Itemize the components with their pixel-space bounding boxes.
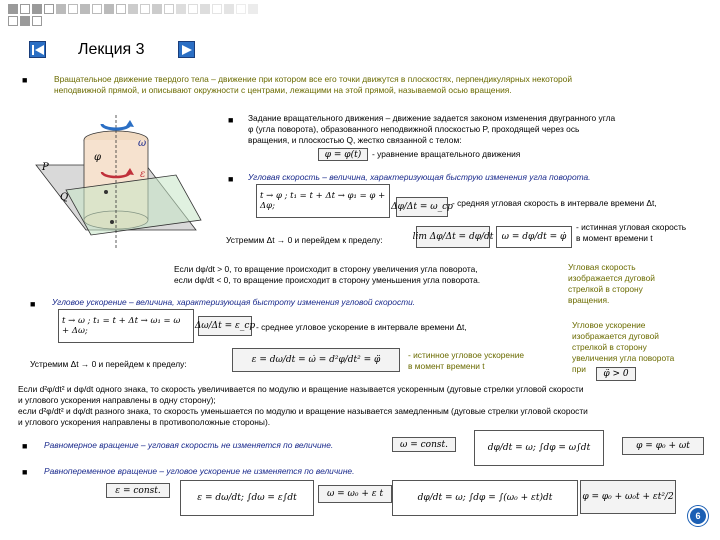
rotation-definition [54, 74, 704, 96]
limit-label: Устремим Δt → 0 и перейдем к пределу: [30, 359, 187, 369]
bullet-icon: ■ [228, 115, 234, 125]
formula-uniform-integral: dφ/dt = ω; ∫dφ = ω∫dt [474, 430, 604, 466]
formula-phi-uniform: φ = φ₀ + ωt [622, 437, 704, 455]
formula-phi-integral: dφ/dt = ω; ∫dφ = ∫(ω₀ + εt)dt [392, 480, 578, 516]
definition-line: Задание вращательного движения – движение задается законом изменения двугранного угла [248, 113, 616, 123]
label-q: Q [60, 192, 69, 203]
rotation-figure [26, 110, 226, 260]
label-line: в момент времени t [408, 361, 485, 371]
formula-omega: ω = dφ/dt = φ̇ [496, 226, 572, 248]
page-title: Лекция 3 [78, 41, 145, 58]
formula-phi-ddot: φ̈ > 0 [596, 367, 636, 381]
bullet-icon: ■ [22, 467, 28, 477]
note-line: Угловая скорость [568, 262, 636, 272]
label-epsilon: ε [140, 169, 146, 180]
formula-limit-omega: lim Δφ/Δt = dφ/dt [416, 226, 490, 248]
formula-omega-result: ω = ω₀ + ε t [318, 485, 392, 503]
label-phi: φ [94, 152, 102, 163]
note-line: Угловое ускорение [572, 320, 646, 330]
direction-rule [174, 264, 480, 286]
formula-phi-t: φ = φ(t) [318, 148, 368, 161]
label-line: - истинное угловое ускорение [408, 350, 525, 360]
formula-omega-const: ω = const. [392, 437, 456, 452]
definition-line: неподвижной прямой, и описывают окружности с центрами, лежащими на этой прямой, называемой осью вращения. [54, 85, 512, 95]
definition-line: φ (угла поворота), образованного неподвижной плоскостью P, проходящей через ось [248, 124, 580, 134]
note-line: стрелкой в сторону [568, 284, 643, 294]
motion-definition [248, 113, 708, 146]
rule-line: если d²φ/dt² и dφ/dt разного знака, то скорость уменьшается по модулю и вращение называется замедленным (дуговые стрелки угловой скорости [18, 406, 588, 416]
formula-omega-avg: Δφ/Δt = ω_ср [396, 197, 448, 217]
note-line: изображается дуговой [568, 273, 655, 283]
skip-back-icon [32, 45, 44, 55]
play-next-icon [182, 45, 192, 55]
prev-slide-button[interactable] [29, 41, 46, 58]
angular-velocity-definition: Угловая скорость – величина, характеризующая быструю изменения угла поворота. [248, 172, 591, 182]
label-line: - истинная угловая скорость [576, 222, 687, 232]
avg-omega-label: - средняя угловая скорость в интервале времени Δt, [452, 198, 657, 208]
bullet-icon: ■ [228, 174, 234, 184]
page-number-badge: 6 [688, 506, 708, 526]
rule-line: Если d²φ/dt² и dφ/dt одного знака, то скорость увеличивается по модулю и вращение называется ускоренным (дуговые стрелки угловой скорости [18, 384, 584, 394]
definition-line: Вращательное движение твердого тела – движение при котором все его точки движутся в плоскостях, перпендикулярных некоторой [54, 74, 573, 84]
angular-acceleration-definition: Угловое ускорение – величина, характеризующая быстроту изменения угловой скорости. [52, 297, 416, 307]
law-label: - уравнение вращательного движения [372, 149, 521, 159]
note-line: вращения. [568, 295, 610, 305]
note-line: изображается дуговой [572, 331, 659, 341]
label-p: P [42, 162, 49, 173]
label-omega: ω [138, 138, 147, 149]
note-line: при [572, 364, 586, 374]
limit-label: Устремим Δt → 0 и перейдем к пределу: [226, 235, 383, 245]
definition-line: вращения, и плоскостью Q, жестко связанной с телом: [248, 135, 462, 145]
note-line: увеличения угла поворота [572, 353, 675, 363]
variable-rotation: Равнопеременное вращение – угловое ускорение не изменяется по величине. [44, 466, 355, 476]
rule-line: и углового ускорения направлены в противоположные стороны). [18, 417, 271, 427]
label-line: в момент времени t [576, 233, 653, 243]
formula-time-phi: t → φ ; t₁ = t + Δt → φ₁ = φ + Δφ; [256, 184, 390, 218]
rule-line: Если dφ/dt > 0, то вращение происходит в сторону увеличения угла поворота, [174, 264, 478, 274]
acceleration-rule [18, 384, 708, 428]
bullet-icon: ■ [22, 441, 28, 451]
bullet-icon: ■ [22, 75, 28, 85]
formula-time-omega: t → ω ; t₁ = t + Δt → ω₁ = ω + Δω; [58, 309, 194, 343]
rule-line: если dφ/dt < 0, то вращение происходит в сторону уменьшения угла поворота. [174, 275, 481, 285]
omega-arrow-note [568, 262, 655, 306]
formula-epsilon: ε = dω/dt = ω̇ = d²φ/dt² = φ̈ [232, 348, 400, 372]
note-line: стрелкой в сторону [572, 342, 647, 352]
avg-epsilon-label: - среднее угловое ускорение в интервале времени Δt, [256, 322, 467, 332]
next-slide-button[interactable] [178, 41, 195, 58]
formula-phi-result: φ = φ₀ + ω₀t + εt²/2 [580, 480, 676, 514]
true-epsilon-label [408, 350, 524, 372]
formula-omega-integral: ε = dω/dt; ∫dω = ε∫dt [180, 480, 314, 516]
uniform-rotation: Равномерное вращение – угловая скорость не изменяется по величине. [44, 440, 334, 450]
formula-epsilon-avg: Δω/Δt = ε_ср [198, 316, 252, 336]
formula-epsilon-const: ε = const. [106, 483, 170, 498]
true-omega-label [576, 222, 686, 244]
bullet-icon: ■ [30, 299, 36, 309]
rule-line: и углового ускорения направлены в одну сторону); [18, 395, 216, 405]
